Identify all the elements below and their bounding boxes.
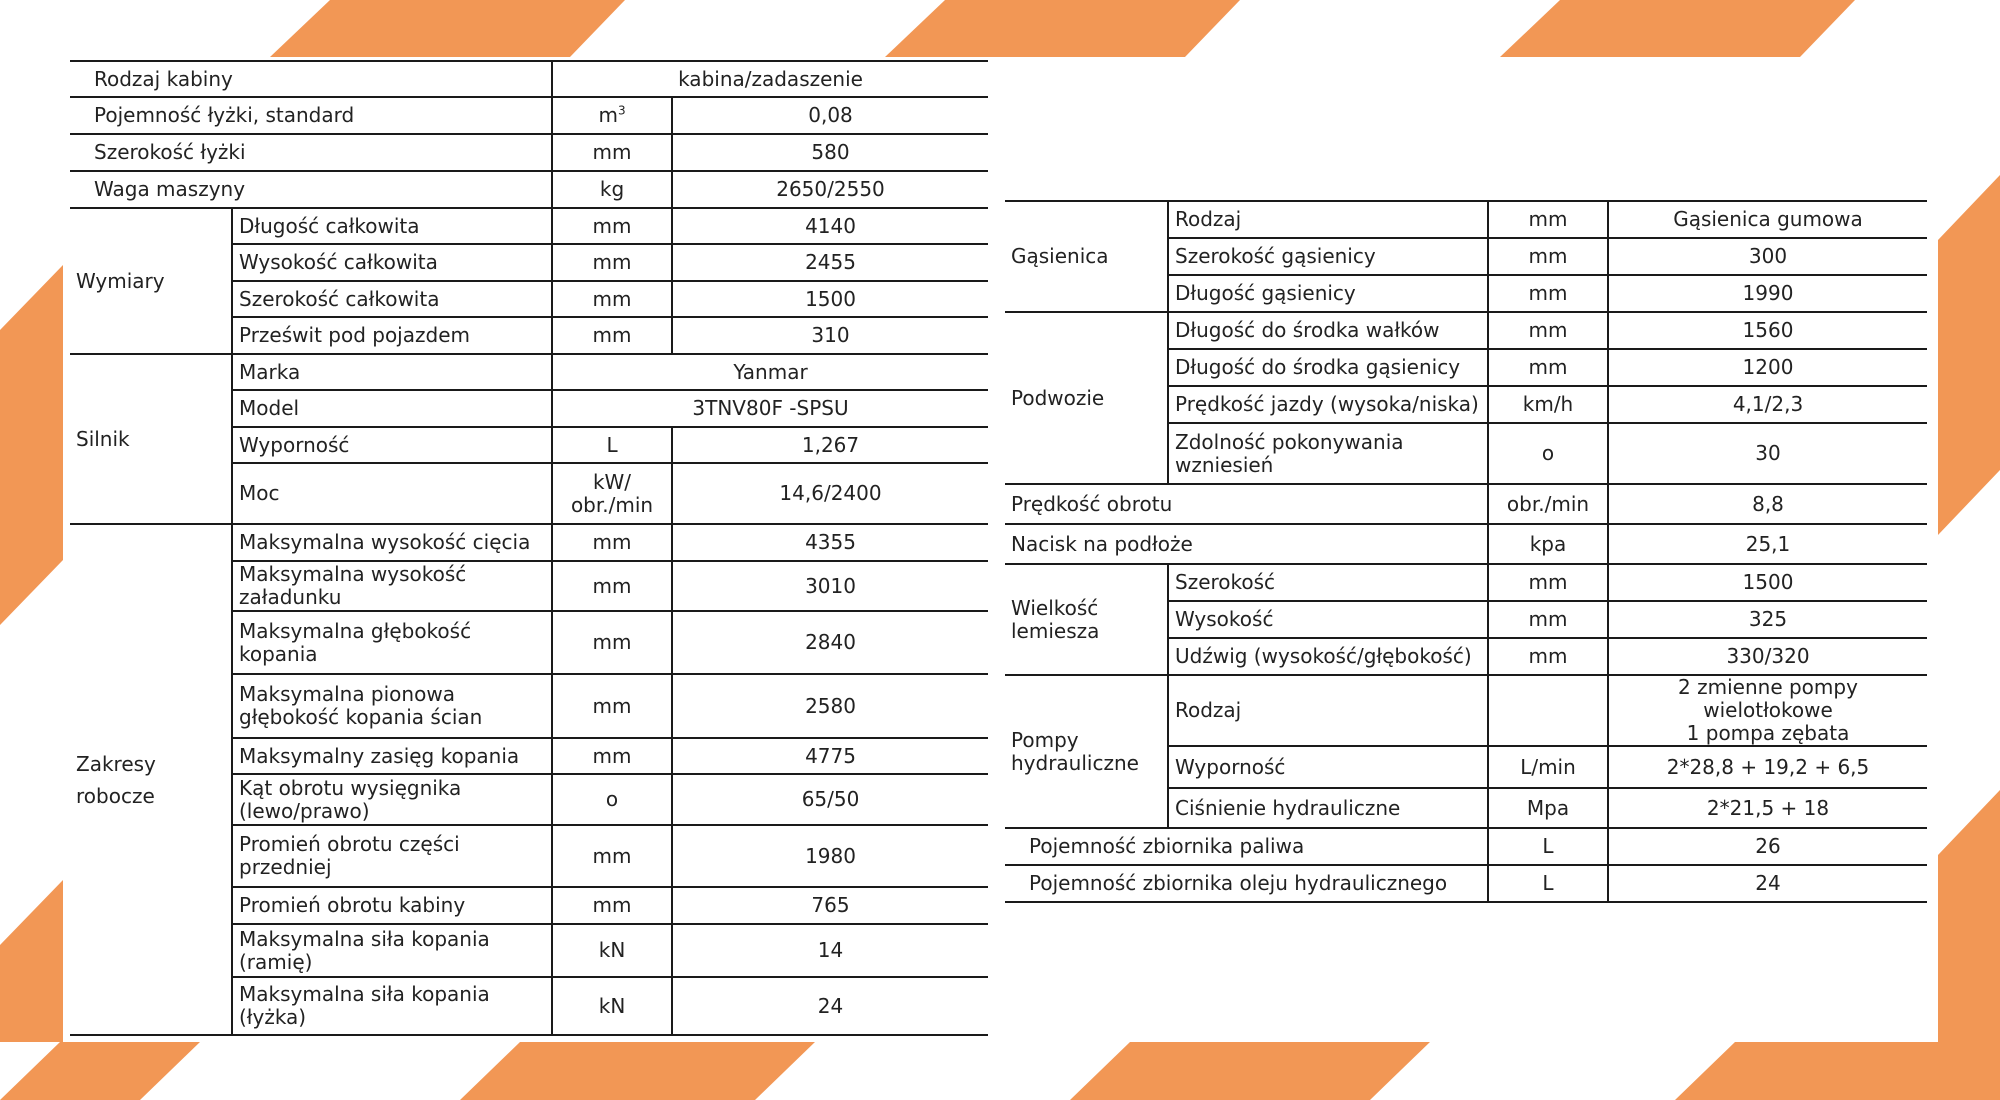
spec-unit: mm	[552, 134, 672, 171]
group-label-undercarriage: Podwozie	[1005, 312, 1168, 484]
value-line: 1 pompa zębata	[1686, 721, 1850, 745]
spec-unit: L	[1488, 828, 1608, 865]
spec-value: 1980	[672, 825, 988, 887]
spec-value: 765	[672, 887, 988, 924]
spec-unit: mm	[1488, 601, 1608, 638]
spec-label: Model	[232, 390, 552, 427]
spec-unit: mm	[552, 738, 672, 774]
spec-label: Szerokość gąsienicy	[1168, 238, 1488, 275]
group-label-line: Zakresy	[76, 751, 156, 776]
spec-label: Ciśnienie hydrauliczne	[1168, 788, 1488, 828]
spec-value: 1990	[1608, 275, 1927, 312]
spec-unit: mm	[552, 317, 672, 354]
spec-label: Wyporność	[232, 427, 552, 463]
spec-label: Szerokość	[1168, 564, 1488, 601]
stripe-top-3	[1500, 0, 1855, 57]
spec-value: 310	[672, 317, 988, 354]
spec-label: Pojemność zbiornika paliwa	[1005, 828, 1488, 865]
spec-unit: mm	[1488, 349, 1608, 386]
stripe-left-2	[0, 880, 63, 1042]
stripe-left-1	[0, 265, 63, 625]
spec-label: Wysokość	[1168, 601, 1488, 638]
group-label-engine: Silnik	[70, 354, 232, 524]
spec-label: Wyporność	[1168, 746, 1488, 788]
group-label-blade	[1005, 564, 1168, 675]
stripe-top-2	[885, 0, 1240, 57]
spec-value: 30	[1608, 423, 1927, 484]
spec-value: Gąsienica gumowa	[1608, 201, 1927, 238]
spec-label: Rodzaj	[1168, 201, 1488, 238]
table-row	[1005, 828, 1927, 865]
spec-value: 8,8	[1608, 484, 1927, 524]
spec-value: 24	[672, 977, 988, 1035]
spec-unit: mm	[552, 611, 672, 674]
table-row	[1005, 564, 1927, 601]
table-row	[1005, 675, 1927, 746]
specs-table-left	[70, 60, 988, 1036]
spec-unit: L/min	[1488, 746, 1608, 788]
spec-label: Nacisk na podłoże	[1005, 524, 1488, 564]
spec-label: Pojemność zbiornika oleju hydraulicznego	[1005, 865, 1488, 902]
spec-value: 1200	[1608, 349, 1927, 386]
spec-unit: mm	[1488, 275, 1608, 312]
spec-value: 26	[1608, 828, 1927, 865]
spec-label: Moc	[232, 463, 552, 524]
spec-value	[1608, 675, 1927, 746]
spec-label: Promień obrotu części przedniej	[232, 825, 552, 887]
spec-label: Maksymalna pionowa głębokość kopania ścian	[232, 674, 552, 738]
spec-label: Maksymalna głębokość kopania	[232, 611, 552, 674]
spec-value: 2580	[672, 674, 988, 738]
spec-label: Długość do środka wałków	[1168, 312, 1488, 349]
stripe-bottom-4	[1675, 1042, 2000, 1100]
spec-label: Prześwit pod pojazdem	[232, 317, 552, 354]
spec-label: Prędkość obrotu	[1005, 484, 1488, 524]
spec-unit: o	[1488, 423, 1608, 484]
spec-unit: mm	[552, 208, 672, 244]
spec-unit: mm	[552, 244, 672, 281]
spec-unit: o	[552, 774, 672, 825]
spec-value: 4140	[672, 208, 988, 244]
spec-label: Długość całkowita	[232, 208, 552, 244]
group-label-hydraulic-pumps	[1005, 675, 1168, 828]
spec-value: 3010	[672, 561, 988, 611]
unit-line: obr./min	[570, 492, 654, 517]
stripe-bottom-3	[1070, 1042, 1430, 1100]
spec-value: 14,6/2400	[672, 463, 988, 524]
spec-unit: mm	[1488, 638, 1608, 675]
spec-unit: mm	[552, 281, 672, 317]
spec-unit: mm	[552, 561, 672, 611]
spec-unit: mm	[1488, 238, 1608, 275]
spec-unit: obr./min	[1488, 484, 1608, 524]
table-row	[1005, 524, 1927, 564]
spec-unit: kN	[552, 977, 672, 1035]
spec-value: 4,1/2,3	[1608, 386, 1927, 423]
spec-label: Promień obrotu kabiny	[232, 887, 552, 924]
spec-value: 25,1	[1608, 524, 1927, 564]
spec-unit	[552, 463, 672, 524]
spec-value: 580	[672, 134, 988, 171]
spec-unit: mm	[552, 674, 672, 738]
spec-label: Rodzaj	[1168, 675, 1488, 746]
spec-unit: kN	[552, 924, 672, 977]
spec-value: Yanmar	[552, 354, 988, 390]
spec-label: Zdolność pokonywania wzniesień	[1168, 423, 1488, 484]
spec-label: Wysokość całkowita	[232, 244, 552, 281]
spec-unit: mm	[552, 825, 672, 887]
spec-value: 4775	[672, 738, 988, 774]
spec-label: Długość do środka gąsienicy	[1168, 349, 1488, 386]
spec-label: Maksymalna wysokość cięcia	[232, 524, 552, 561]
table-row	[70, 134, 988, 171]
spec-label: Szerokość łyżki	[70, 134, 552, 171]
spec-unit: km/h	[1488, 386, 1608, 423]
group-label-line: robocze	[76, 783, 155, 808]
group-label-track: Gąsienica	[1005, 201, 1168, 312]
spec-label: Maksymalna siła kopania (łyżka)	[232, 977, 552, 1035]
spec-value: 2840	[672, 611, 988, 674]
spec-value: 2455	[672, 244, 988, 281]
unit-line: kW/	[592, 469, 632, 494]
spec-label: Maksymalna siła kopania (ramię)	[232, 924, 552, 977]
spec-label: Kąt obrotu wysięgnika (lewo/prawo)	[232, 774, 552, 825]
spec-value: 65/50	[672, 774, 988, 825]
stripe-right-1	[1938, 175, 2000, 535]
group-label-line: hydrauliczne	[1011, 750, 1139, 775]
group-label-line: Pompy	[1011, 727, 1079, 752]
spec-unit: mm	[552, 524, 672, 561]
table-row	[70, 208, 988, 244]
spec-unit: Mpa	[1488, 788, 1608, 828]
spec-label: Rodzaj kabiny	[70, 61, 552, 97]
spec-value: 2*28,8 + 19,2 + 6,5	[1608, 746, 1927, 788]
spec-unit	[1488, 675, 1608, 746]
spec-label: Maksymalny zasięg kopania	[232, 738, 552, 774]
table-row	[70, 524, 988, 561]
table-row	[1005, 201, 1927, 238]
stripe-top-1	[270, 0, 625, 57]
spec-unit: mm	[1488, 564, 1608, 601]
spec-unit	[552, 97, 672, 134]
spec-label: Marka	[232, 354, 552, 390]
spec-unit: L	[1488, 865, 1608, 902]
table-row	[70, 171, 988, 208]
spec-unit: kpa	[1488, 524, 1608, 564]
specs-table-right	[1005, 200, 1927, 903]
table-row	[1005, 865, 1927, 902]
spec-label: Maksymalna wysokość załadunku	[232, 561, 552, 611]
group-label-line: Wielkość	[1011, 595, 1099, 620]
group-label-dimensions: Wymiary	[70, 208, 232, 354]
spec-label: Pojemność łyżki, standard	[70, 97, 552, 134]
stripe-right-2	[1938, 790, 2000, 1042]
table-row	[70, 97, 988, 134]
spec-value: 1500	[1608, 564, 1927, 601]
spec-value: 1500	[672, 281, 988, 317]
spec-unit: mm	[1488, 312, 1608, 349]
spec-value: 325	[1608, 601, 1927, 638]
spec-label: Udźwig (wysokość/głębokość)	[1168, 638, 1488, 675]
spec-unit: mm	[552, 887, 672, 924]
spec-value: 2650/2550	[672, 171, 988, 208]
stripe-bottom-1	[0, 1042, 200, 1100]
table-row	[1005, 484, 1927, 524]
spec-value: 0,08	[672, 97, 988, 134]
spec-label: Szerokość całkowita	[232, 281, 552, 317]
group-label-line: lemiesza	[1011, 618, 1100, 643]
spec-value: kabina/zadaszenie	[552, 61, 988, 97]
spec-value: 4355	[672, 524, 988, 561]
spec-unit: L	[552, 427, 672, 463]
spec-unit: mm	[1488, 201, 1608, 238]
stripe-bottom-2	[460, 1042, 815, 1100]
spec-value: 1,267	[672, 427, 988, 463]
spec-value: 1560	[1608, 312, 1927, 349]
spec-value: 300	[1608, 238, 1927, 275]
spec-label: Waga maszyny	[70, 171, 552, 208]
spec-value: 2*21,5 + 18	[1608, 788, 1927, 828]
spec-label: Długość gąsienicy	[1168, 275, 1488, 312]
spec-value: 330/320	[1608, 638, 1927, 675]
spec-value: 3TNV80F -SPSU	[552, 390, 988, 427]
table-row	[70, 61, 988, 97]
table-row	[1005, 312, 1927, 349]
table-row	[70, 354, 988, 390]
spec-unit: kg	[552, 171, 672, 208]
unit-text: m	[598, 103, 618, 127]
unit-superscript: 3	[617, 103, 626, 118]
spec-value: 14	[672, 924, 988, 977]
spec-label: Prędkość jazdy (wysoka/niska)	[1168, 386, 1488, 423]
value-line: 2 zmienne pompy wielotłokowe	[1678, 675, 1858, 722]
spec-value: 24	[1608, 865, 1927, 902]
group-label-working-ranges	[70, 524, 232, 1035]
